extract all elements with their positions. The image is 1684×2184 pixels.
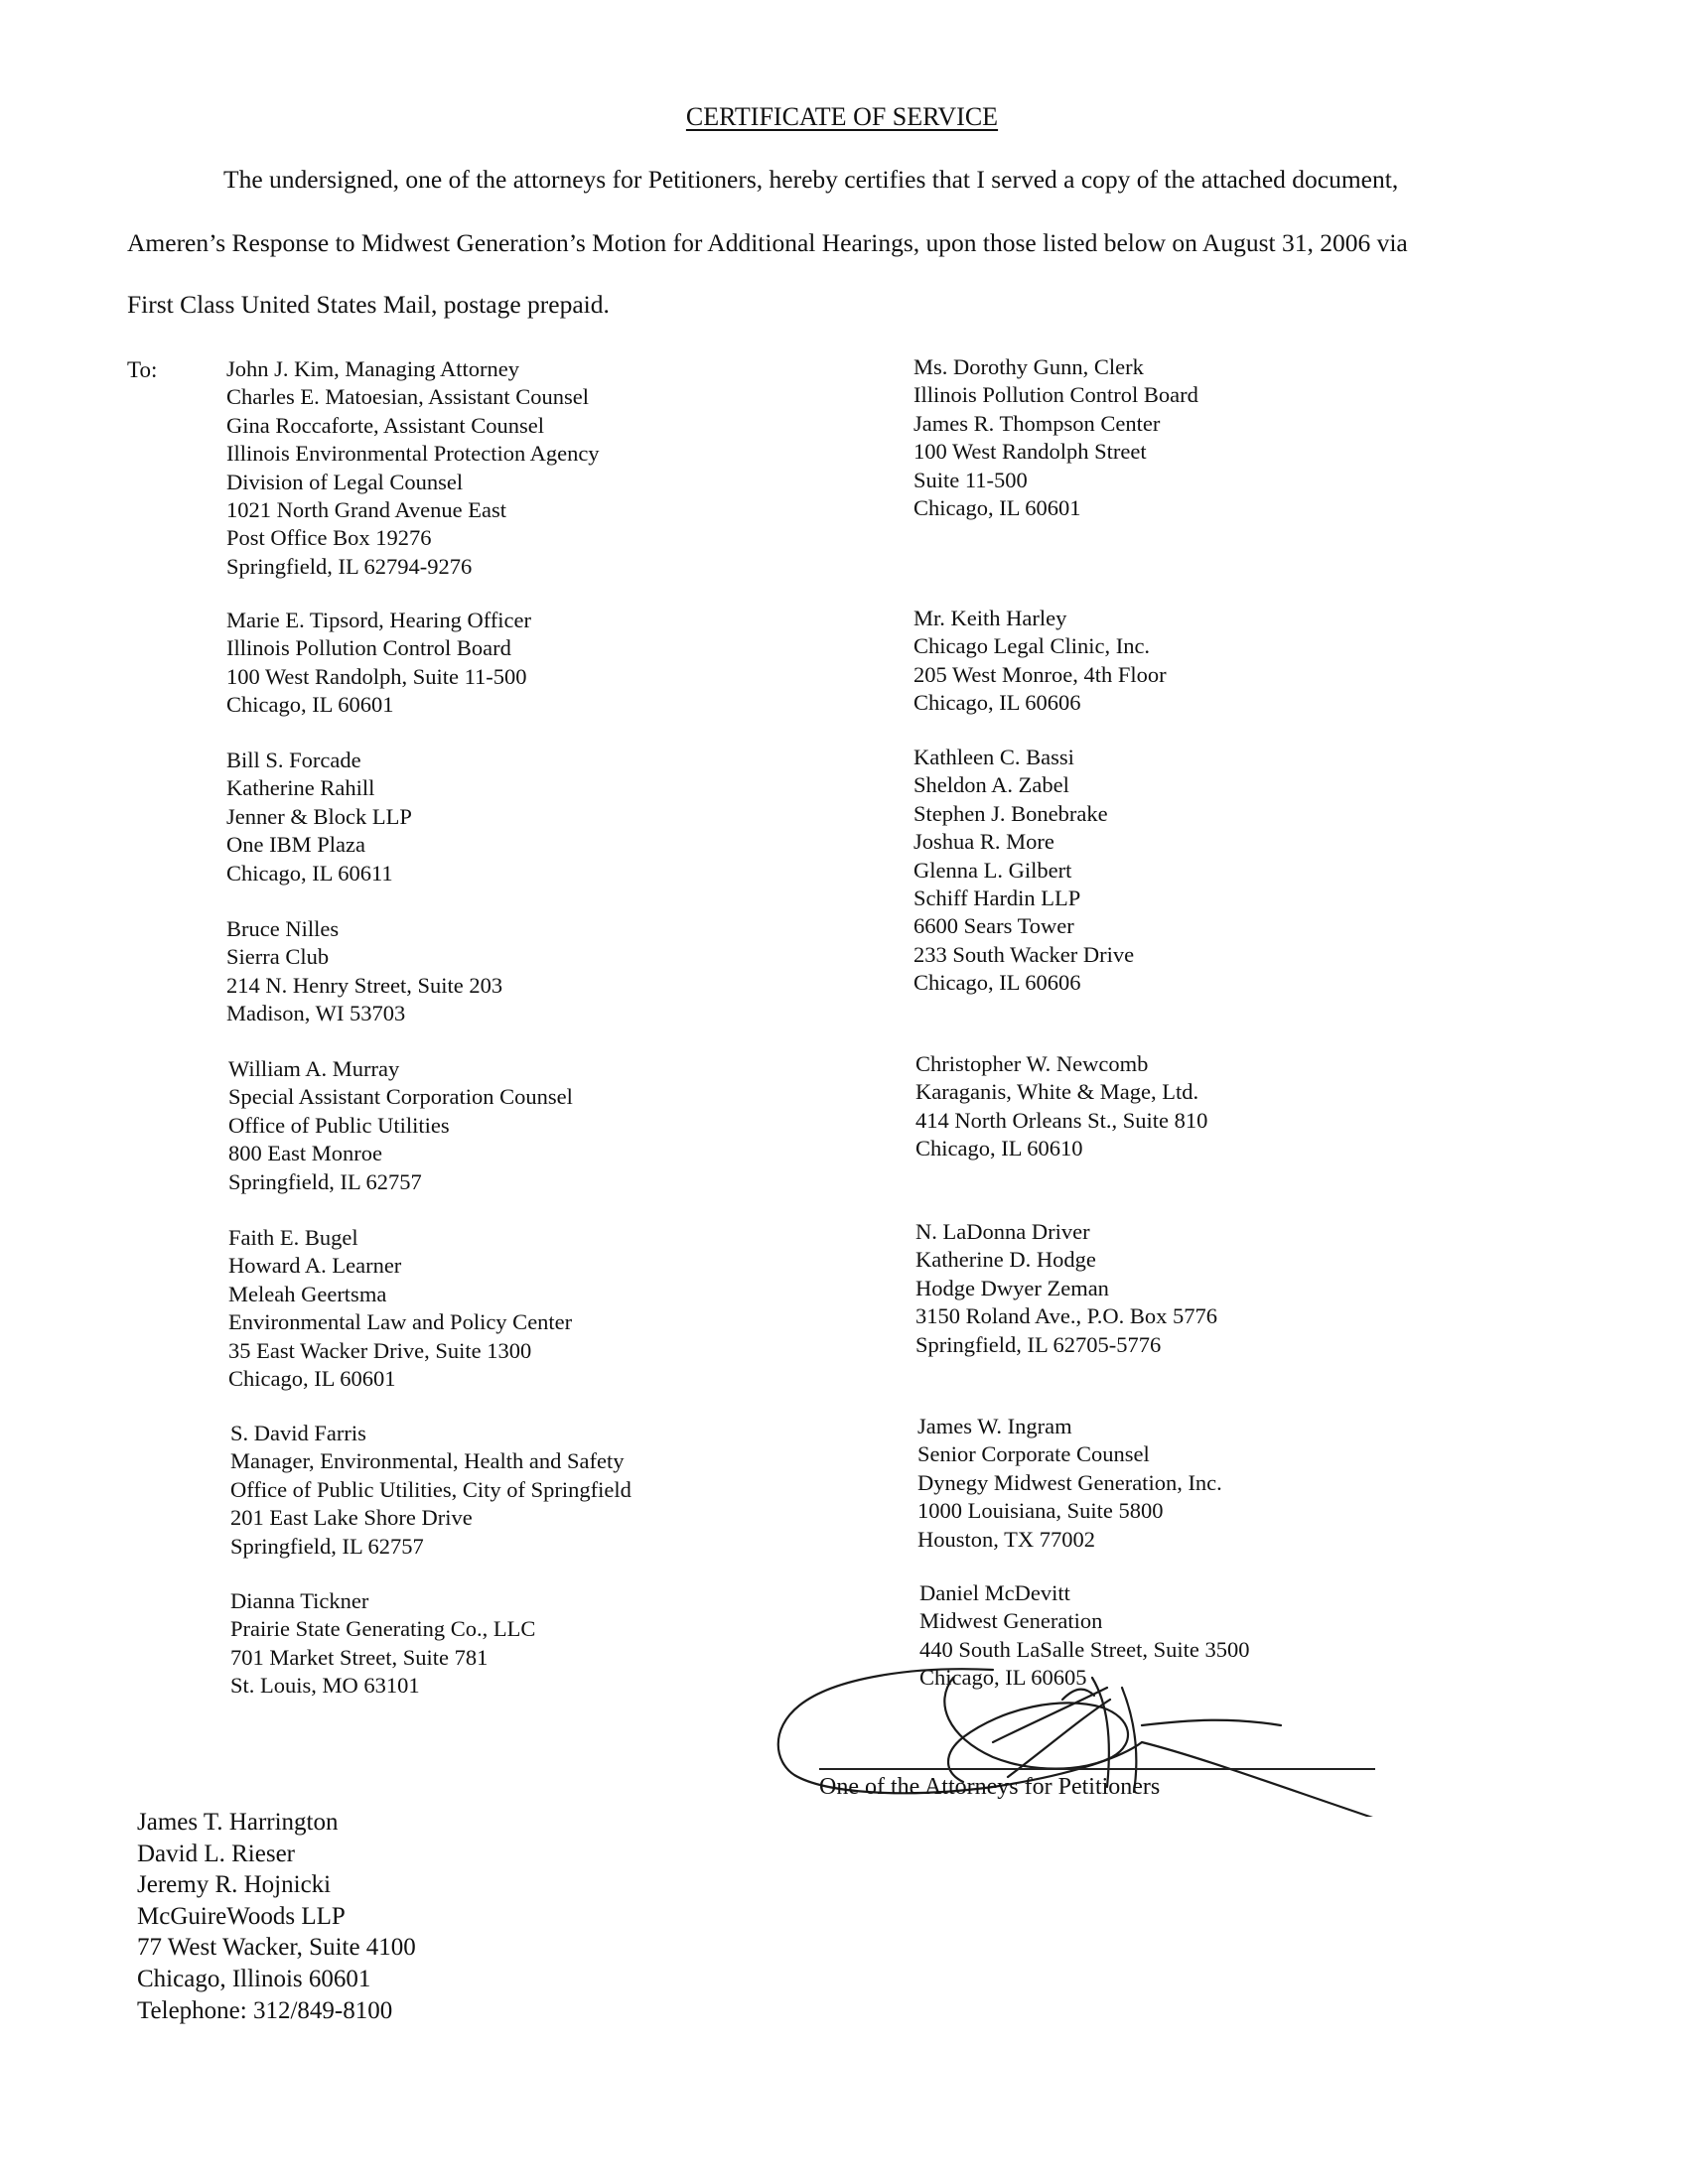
- address-line: Chicago, IL 60611: [226, 860, 393, 886]
- address-line: Chicago, IL 60605: [919, 1665, 1087, 1691]
- address-line: John J. Kim, Managing Attorney: [226, 356, 519, 381]
- address-line: Chicago, IL 60606: [913, 690, 1081, 716]
- signature-caption: One of the Attorneys for Petitioners: [819, 1774, 1161, 1800]
- certification-text-line-2: Ameren’s Response to Midwest Generation’s Motion for Additional Hearings, upon those listed below on August 31, 2006 via: [127, 228, 1408, 257]
- to-label: To:: [127, 357, 158, 382]
- address-line: Special Assistant Corporation Counsel: [228, 1084, 573, 1110]
- footer-line: Chicago, Illinois 60601: [137, 1965, 371, 1992]
- certification-text-line-3: First Class United States Mail, postage prepaid.: [127, 290, 610, 319]
- address-line: Dynegy Midwest Generation, Inc.: [917, 1469, 1222, 1495]
- address-block: [226, 607, 531, 720]
- address-line: Bill S. Forcade: [226, 748, 361, 772]
- address-line: Office of Public Utilities: [228, 1112, 450, 1138]
- address-block: [226, 747, 412, 887]
- footer-line: David L. Rieser: [137, 1840, 295, 1867]
- address-line: Springfield, IL 62705-5776: [915, 1331, 1162, 1357]
- address-line: 201 East Lake Shore Drive: [230, 1505, 473, 1531]
- page-title: CERTIFICATE OF SERVICE: [685, 102, 999, 131]
- address-line: 440 South LaSalle Street, Suite 3500: [919, 1636, 1250, 1662]
- address-line: Chicago, IL 60610: [915, 1136, 1083, 1161]
- address-block: [228, 1055, 573, 1196]
- address-line: Springfield, IL 62757: [228, 1168, 422, 1194]
- address-line: Sierra Club: [226, 944, 330, 970]
- address-line: James R. Thompson Center: [913, 410, 1161, 436]
- address-block: [230, 1420, 632, 1561]
- address-block: [913, 605, 1167, 718]
- address-line: Prairie State Generating Co., LLC: [230, 1616, 536, 1642]
- address-line: 35 East Wacker Drive, Suite 1300: [228, 1337, 532, 1363]
- address-line: Mr. Keith Harley: [913, 606, 1067, 630]
- address-line: 214 N. Henry Street, Suite 203: [226, 972, 503, 998]
- address-line: Post Office Box 19276: [226, 525, 432, 551]
- address-line: Sheldon A. Zabel: [913, 772, 1069, 798]
- address-line: Gina Roccaforte, Assistant Counsel: [226, 412, 544, 438]
- address-line: 3150 Roland Ave., P.O. Box 5776: [915, 1303, 1217, 1329]
- address-line: 233 South Wacker Drive: [913, 941, 1135, 967]
- address-line: 800 East Monroe: [228, 1141, 382, 1166]
- address-line: Daniel McDevitt: [919, 1580, 1070, 1605]
- footer-line: 77 West Wacker, Suite 4100: [137, 1934, 416, 1962]
- footer-line: James T. Harrington: [137, 1809, 339, 1836]
- address-line: 701 Market Street, Suite 781: [230, 1644, 489, 1670]
- address-line: Environmental Law and Policy Center: [228, 1309, 573, 1335]
- address-line: Chicago, IL 60601: [228, 1366, 396, 1392]
- footer-firm-block: [137, 1807, 416, 2026]
- address-line: Faith E. Bugel: [228, 1225, 358, 1250]
- address-block: [913, 353, 1198, 522]
- address-line: 6600 Sears Tower: [913, 913, 1074, 939]
- address-line: Midwest Generation: [919, 1608, 1103, 1634]
- address-line: Katherine D. Hodge: [915, 1247, 1096, 1273]
- address-line: S. David Farris: [230, 1421, 366, 1445]
- address-block: [228, 1224, 572, 1393]
- address-line: 100 West Randolph Street: [913, 439, 1147, 465]
- address-line: 205 West Monroe, 4th Floor: [913, 661, 1167, 687]
- address-line: Dianna Tickner: [230, 1588, 369, 1613]
- address-line: Illinois Pollution Control Board: [226, 635, 511, 661]
- address-line: Charles E. Matoesian, Assistant Counsel: [226, 384, 589, 410]
- address-line: Jenner & Block LLP: [226, 803, 412, 829]
- signature-line: [819, 1768, 1375, 1770]
- address-line: Manager, Environmental, Health and Safety: [230, 1448, 625, 1474]
- address-line: Schiff Hardin LLP: [913, 886, 1081, 911]
- address-line: Bruce Nilles: [226, 916, 340, 941]
- address-line: St. Louis, MO 63101: [230, 1673, 420, 1699]
- footer-line: Jeremy R. Hojnicki: [137, 1871, 332, 1899]
- address-block: [230, 1587, 535, 1701]
- address-block: [913, 744, 1134, 998]
- address-block: [226, 355, 600, 581]
- address-line: 414 North Orleans St., Suite 810: [915, 1107, 1208, 1133]
- address-line: Howard A. Learner: [228, 1253, 402, 1279]
- address-line: Joshua R. More: [913, 829, 1054, 855]
- footer-line: Telephone: 312/849-8100: [137, 1996, 393, 2024]
- address-line: Suite 11-500: [913, 467, 1028, 492]
- address-line: N. LaDonna Driver: [915, 1219, 1090, 1244]
- address-line: Springfield, IL 62794-9276: [226, 553, 473, 579]
- address-line: Office of Public Utilities, City of Springfield: [230, 1476, 632, 1502]
- address-line: Karaganis, White & Mage, Ltd.: [915, 1079, 1199, 1105]
- address-line: Marie E. Tipsord, Hearing Officer: [226, 608, 532, 632]
- certification-text-line-1: The undersigned, one of the attorneys for Petitioners, hereby certifies that I served a copy of the attached document,: [223, 165, 1399, 194]
- address-line: Glenna L. Gilbert: [913, 857, 1072, 883]
- address-block: [915, 1218, 1217, 1359]
- address-line: Christopher W. Newcomb: [915, 1051, 1149, 1076]
- address-line: Stephen J. Bonebrake: [913, 800, 1108, 826]
- address-line: James W. Ingram: [917, 1414, 1072, 1438]
- address-line: William A. Murray: [228, 1056, 400, 1081]
- address-line: Kathleen C. Bassi: [913, 745, 1074, 769]
- address-block: [226, 915, 502, 1028]
- address-line: Ms. Dorothy Gunn, Clerk: [913, 354, 1144, 379]
- footer-line: McGuireWoods LLP: [137, 1902, 346, 1930]
- address-line: Meleah Geertsma: [228, 1281, 387, 1306]
- address-line: 1021 North Grand Avenue East: [226, 497, 507, 523]
- address-line: Illinois Pollution Control Board: [913, 382, 1198, 408]
- address-line: Katherine Rahill: [226, 775, 375, 801]
- address-line: 100 West Randolph, Suite 11-500: [226, 663, 527, 689]
- address-line: Springfield, IL 62757: [230, 1533, 424, 1559]
- address-line: Chicago Legal Clinic, Inc.: [913, 633, 1151, 659]
- address-line: One IBM Plaza: [226, 832, 365, 858]
- address-line: 1000 Louisiana, Suite 5800: [917, 1498, 1164, 1524]
- address-line: Chicago, IL 60601: [913, 495, 1081, 521]
- address-line: Illinois Environmental Protection Agency: [226, 441, 600, 467]
- address-line: Senior Corporate Counsel: [917, 1441, 1150, 1467]
- address-line: Hodge Dwyer Zeman: [915, 1275, 1109, 1300]
- address-block: [917, 1413, 1222, 1554]
- address-line: Madison, WI 53703: [226, 1001, 406, 1026]
- address-line: Chicago, IL 60606: [913, 970, 1081, 996]
- address-line: Chicago, IL 60601: [226, 692, 394, 718]
- address-line: Division of Legal Counsel: [226, 469, 464, 494]
- address-line: Houston, TX 77002: [917, 1526, 1095, 1552]
- address-block: [915, 1050, 1207, 1163]
